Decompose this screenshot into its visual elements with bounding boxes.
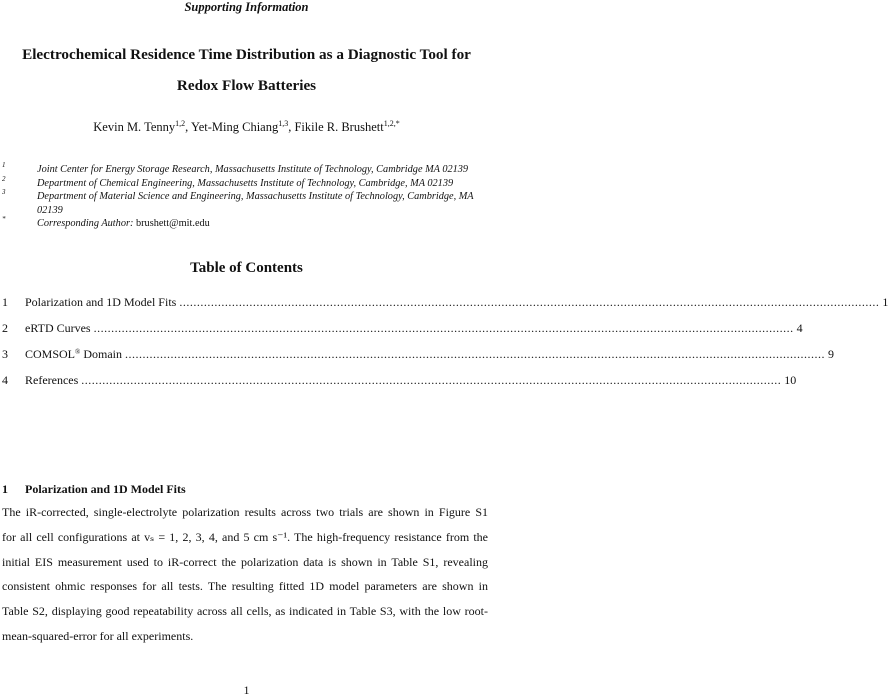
affiliation-text: Department of Chemical Engineering, Massachusetts Institute of Technology, Cambridge, MA 02139: [37, 177, 454, 189]
toc-entry[interactable]: [2, 372, 797, 396]
paper-title-line-2: Redox Flow Batteries: [176, 77, 317, 94]
section-body: [2, 500, 488, 649]
author: Fikile R. Brushett: [294, 120, 384, 134]
author: Yet-Ming Chiang: [190, 120, 279, 134]
body-line: mean-squared-error for all experiments.: [2, 628, 194, 643]
toc-entry-title: [25, 372, 78, 388]
affiliation-list: [2, 163, 482, 231]
body-line: The iR-corrected, single-electrolyte polarization results across two trials are shown in Figure S1: [2, 505, 488, 519]
body-line: for all cell configurations at vₛ = 1, 2, 3, 4, and 5 cm s⁻¹. The high-frequency resistance from the: [2, 529, 488, 544]
toc-leader-dots: ........................................................................................................................................................................................................: [93, 321, 794, 335]
affiliation-mark: 1: [2, 161, 6, 169]
toc-entry-title-text: Domain: [80, 347, 123, 361]
affiliation-item: [2, 163, 482, 177]
registered-mark: ®: [75, 348, 81, 356]
section-number: 1: [2, 482, 8, 496]
corresponding-author-email[interactable]: brushett@mit.edu: [135, 218, 210, 229]
author: Kevin M. Tenny: [93, 120, 176, 134]
toc-entry-number: 3: [2, 347, 8, 361]
toc-entry-title-text: eRTD Curves: [25, 321, 91, 335]
author-affiliation-mark: 1,2: [175, 119, 186, 128]
affiliation-item: [2, 190, 482, 217]
toc-entry-title: [25, 320, 91, 336]
toc-leader-dots: ........................................................................................................................................................................................................: [179, 295, 880, 309]
toc-entry-page: 1: [882, 295, 888, 309]
page-number: 1: [243, 683, 250, 697]
affiliation-mark: 2: [2, 174, 6, 183]
toc-entry-number: 1: [2, 295, 8, 309]
affiliation-mark: *: [2, 215, 6, 223]
section-heading: [2, 481, 186, 497]
corresponding-author: [2, 217, 482, 231]
toc-leader-dots: ........................................................................................................................................................................................................: [81, 373, 782, 387]
author-separator: ,: [185, 120, 191, 134]
paper-title-line-1: Electrochemical Residence Time Distribution as a Diagnostic Tool for: [22, 46, 471, 63]
toc-entry-page: 4: [796, 321, 803, 335]
toc-entry-title-text: COMSOL: [25, 347, 76, 361]
toc-entry-page: 9: [828, 347, 835, 361]
toc-leader-dots: ........................................................................................................................................................................................................: [125, 347, 826, 361]
toc-entry-title-text: Polarization and 1D Model Fits: [25, 295, 177, 309]
section-title: Polarization and 1D Model Fits: [25, 482, 186, 496]
body-line: Table S2, displaying good repeatability across all cells, as indicated in Table S3, with the low root-: [2, 604, 488, 619]
toc-entry-title: [25, 294, 176, 310]
toc-entry[interactable]: [2, 320, 803, 344]
toc-entry-number: 2: [2, 321, 8, 335]
toc-entry[interactable]: [2, 346, 835, 370]
toc-heading: Table of Contents: [190, 260, 303, 276]
toc-entry[interactable]: [2, 294, 888, 318]
toc-entry-number: 4: [2, 373, 8, 387]
author-list: [0, 119, 493, 135]
affiliation-text: Joint Center for Energy Storage Research, Massachusetts Institute of Technology, Cambridge MA 02139: [37, 164, 469, 175]
author-affiliation-mark: 1,3: [278, 119, 289, 128]
toc-entry-title-text: References: [25, 373, 79, 387]
toc-entry-page: 10: [784, 373, 797, 387]
body-line: consistent ohmic responses for all tests. The resulting fitted 1D model parameters are shown in: [2, 579, 488, 594]
page-header: Supporting Information: [184, 0, 309, 14]
author-affiliation-mark: 1,2,*: [383, 119, 400, 128]
affiliation-text: Department of Material Science and Engineering, Massachusetts Institute of Technology, Cambridge, MA 02139: [37, 191, 474, 216]
paper-title: [20, 39, 473, 101]
body-line: initial EIS measurement used to iR-correct the polarization data is shown in Table S1, revealing: [2, 554, 488, 569]
corresponding-author-label: Corresponding Author:: [37, 218, 136, 229]
table-of-contents: [2, 294, 888, 396]
affiliation-item: [2, 174, 482, 191]
toc-entry-title: [25, 346, 122, 362]
affiliation-mark: 3: [2, 188, 6, 196]
author-separator: ,: [288, 120, 295, 134]
